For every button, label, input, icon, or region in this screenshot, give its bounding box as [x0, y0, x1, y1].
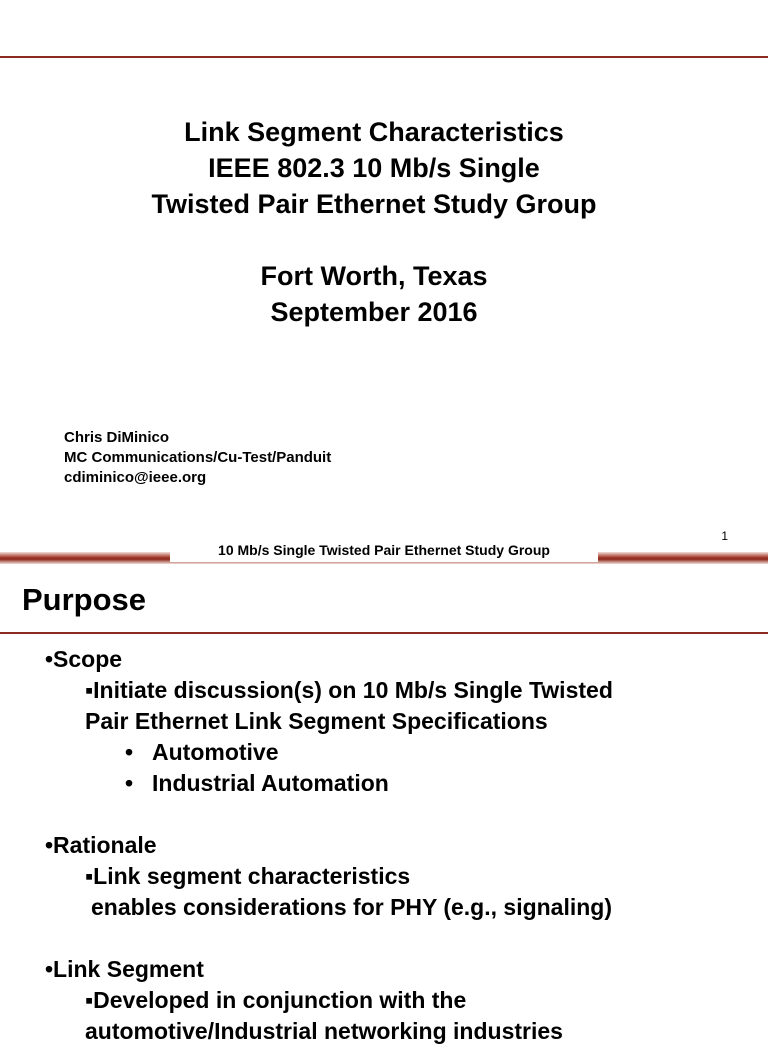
- slide-title-block: [0, 114, 748, 330]
- page-number: 1: [721, 529, 728, 543]
- bullet-scope: •Scope: [45, 646, 123, 672]
- bullet-link-segment: •Link Segment: [45, 956, 204, 982]
- sub-bullet-scope-line-2: Pair Ethernet Link Segment Specifications: [85, 708, 548, 734]
- title-line-1: Link Segment Characteristics: [184, 117, 564, 147]
- author-name: Chris DiMinico: [64, 429, 170, 446]
- title-line-2: IEEE 802.3 10 Mb/s Single: [208, 153, 540, 183]
- author-affiliation: MC Communications/Cu-Test/Panduit: [64, 449, 332, 466]
- bullet-dot-icon: •: [125, 770, 134, 796]
- top-divider: [0, 56, 768, 58]
- date-line: September 2016: [270, 297, 478, 327]
- author-email: cdiminico@ieee.org: [64, 469, 207, 486]
- list-item-label: Industrial Automation: [152, 770, 389, 796]
- sub-bullet-rationale-line-2: enables considerations for PHY (e.g., signaling): [91, 894, 613, 920]
- sub-bullet-link-segment-line-2: automotive/Industrial networking industries: [85, 1018, 563, 1044]
- sub-bullet-scope-line-1: ▪Initiate discussion(s) on 10 Mb/s Single Twisted: [85, 677, 613, 703]
- list-item: [0, 768, 768, 799]
- location-line: Fort Worth, Texas: [260, 261, 488, 291]
- title-divider: [0, 632, 768, 634]
- footer-label: 10 Mb/s Single Twisted Pair Ethernet Study Group: [170, 540, 598, 562]
- slide-footer: [0, 540, 768, 566]
- bullet-dot-icon: •: [125, 739, 134, 765]
- title-line-3: Twisted Pair Ethernet Study Group: [151, 189, 597, 219]
- sub-bullet-rationale-line-1: ▪Link segment characteristics: [85, 863, 411, 889]
- slide-title: Purpose: [22, 582, 147, 617]
- bullet-list: [0, 644, 768, 1047]
- purpose-slide: [0, 566, 768, 1044]
- list-item: [0, 737, 768, 768]
- list-item-label: Automotive: [152, 739, 279, 765]
- bullet-rationale: •Rationale: [45, 832, 157, 858]
- author-block: [64, 428, 331, 488]
- sub-bullet-link-segment-line-1: ▪Developed in conjunction with the: [85, 987, 467, 1013]
